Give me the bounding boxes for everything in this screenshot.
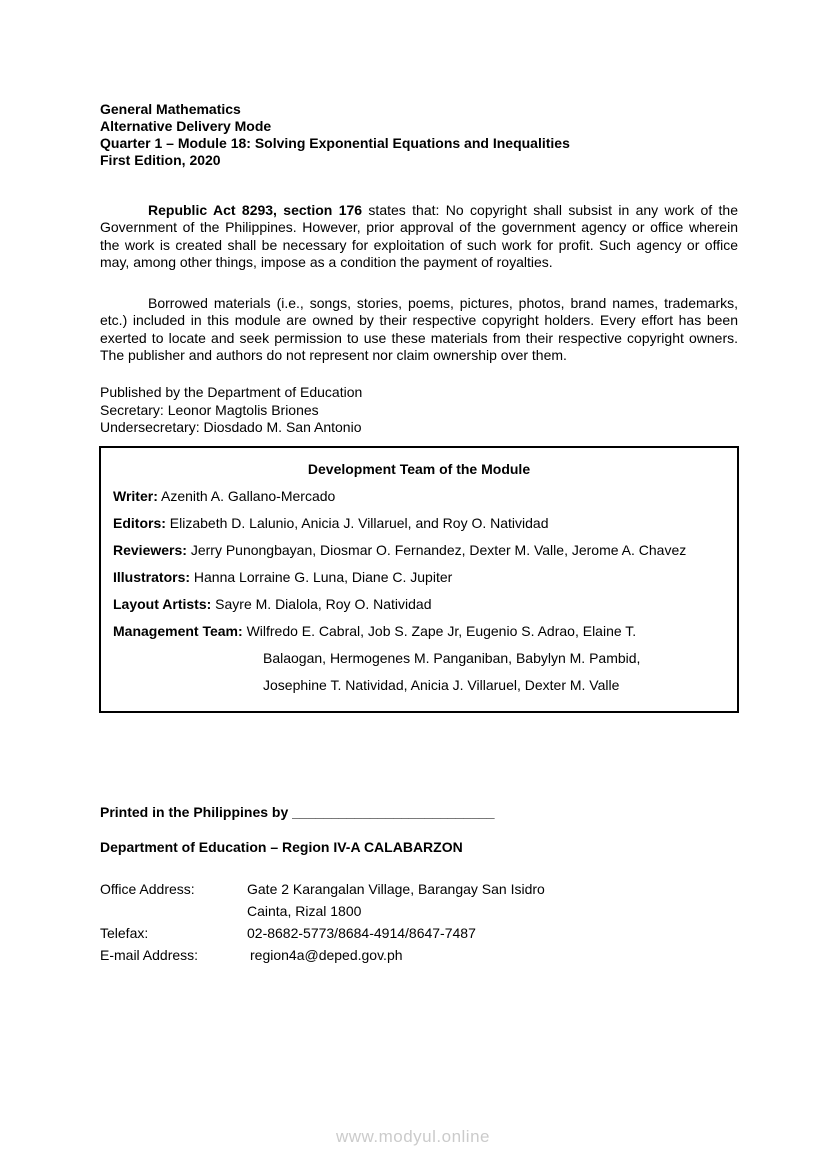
email-row xyxy=(100,944,738,966)
editors-value: Elizabeth D. Lalunio, Anicia J. Villaruel, and Roy O. Natividad xyxy=(169,515,549,531)
printer-blank-line: __________________________ xyxy=(292,804,495,820)
editors-label: Editors: xyxy=(113,515,166,531)
module-title-block xyxy=(100,101,738,169)
editors-row xyxy=(113,515,725,532)
email-value: region4a@deped.gov.ph xyxy=(250,947,403,963)
office-address-value xyxy=(247,878,545,922)
telefax-row xyxy=(100,922,738,944)
module-quarter-line: Quarter 1 – Module 18: Solving Exponential Equations and Inequalities xyxy=(100,135,570,151)
writer-label: Writer: xyxy=(113,488,158,504)
secretary-line: Secretary: Leonor Magtolis Briones xyxy=(100,401,319,418)
module-mode-line: Alternative Delivery Mode xyxy=(100,118,272,134)
management-team-line1: Wilfredo E. Cabral, Job S. Zape Jr, Eugenio S. Adrao, Elaine T. xyxy=(246,623,637,639)
development-team-title: Development Team of the Module xyxy=(307,461,531,477)
module-subject-line: General Mathematics xyxy=(100,101,241,117)
contact-block xyxy=(100,878,738,966)
published-by-line: Published by the Department of Education xyxy=(100,384,363,400)
site-watermark: www.modyul.online xyxy=(335,1127,490,1146)
undersecretary-line: Undersecretary: Diosdado M. San Antonio xyxy=(100,419,362,435)
reviewers-row xyxy=(113,542,725,559)
borrowed-materials-paragraph: Borrowed materials (i.e., songs, stories, poems, pictures, photos, brand names, trademarks, etc.) included in this module are owned by their respective copyright holders. Every effort has been exerted to locate and seek permission to use these materials from their respective copyright owners. The publisher and authors do not represent nor claim ownership over them. xyxy=(100,295,738,363)
management-team-line3: Josephine T. Natividad, Anicia J. Villaruel, Dexter M. Valle xyxy=(263,677,620,693)
management-team-row xyxy=(113,623,725,640)
illustrators-label: Illustrators: xyxy=(113,569,191,585)
layout-artists-row xyxy=(113,596,725,613)
illustrators-row xyxy=(113,569,725,586)
writer-value: Azenith A. Gallano-Mercado xyxy=(160,488,336,504)
telefax-value: 02-8682-5773/8684-4914/8647-7487 xyxy=(247,925,476,941)
development-team-box xyxy=(99,446,739,713)
republic-act-body-text: states that: No copyright shall subsist in any work of the Government of the Philippines. However, prior approval of the government agency or office wherein the work is created shall be necessary for exploitation of such work for profit. Such agency or office may, among other things, impose as a condition the payment of royalties. xyxy=(100,202,738,270)
office-address-line1: Gate 2 Karangalan Village, Barangay San Isidro xyxy=(247,881,545,897)
printed-in-philippines-label: Printed in the Philippines by xyxy=(100,804,289,820)
illustrators-value: Hanna Lorraine G. Luna, Diane C. Jupiter xyxy=(193,569,453,585)
reviewers-label: Reviewers: xyxy=(113,542,187,558)
department-region-line: Department of Education – Region IV-A CALABARZON xyxy=(100,839,463,855)
writer-row xyxy=(113,488,725,505)
reviewers-value: Jerry Punongbayan, Diosmar O. Fernandez, Dexter M. Valle, Jerome A. Chavez xyxy=(190,542,687,558)
office-address-label: Office Address: xyxy=(100,881,195,897)
office-address-row xyxy=(100,878,738,922)
publisher-block xyxy=(100,384,362,437)
republic-act-paragraph xyxy=(100,202,738,271)
management-team-line2: Balaogan, Hermogenes M. Panganiban, Babylyn M. Pambid, xyxy=(263,650,641,666)
layout-artists-value: Sayre M. Dialola, Roy O. Natividad xyxy=(215,596,432,612)
management-team-label: Management Team: xyxy=(113,623,243,639)
office-address-line2: Cainta, Rizal 1800 xyxy=(247,903,362,919)
module-edition-line: First Edition, 2020 xyxy=(100,152,221,168)
email-label: E-mail Address: xyxy=(100,947,199,963)
republic-act-bold-lead: Republic Act 8293, section 176 xyxy=(148,202,363,218)
telefax-label: Telefax: xyxy=(100,925,149,941)
printed-in-philippines-line xyxy=(100,804,495,820)
layout-artists-label: Layout Artists: xyxy=(113,596,212,612)
